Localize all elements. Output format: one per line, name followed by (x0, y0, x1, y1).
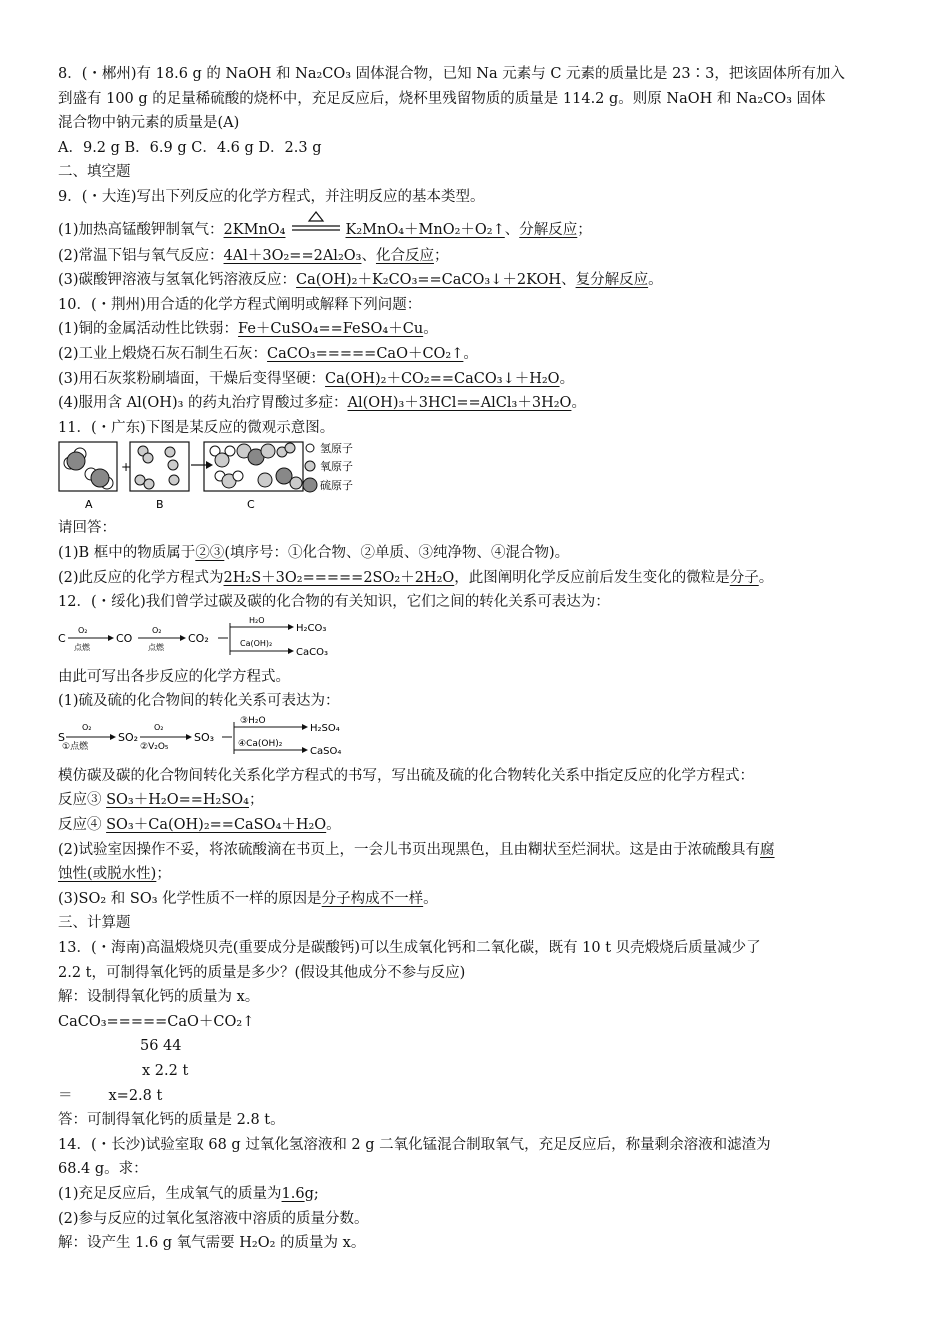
q10-a2-prompt: (2)工业上煅烧石灰石制生石灰： (58, 345, 268, 362)
q14-sub-2: (2)参与反应的过氧化氢溶液中溶质的质量分数。 (58, 1210, 369, 1227)
sulfur-chain-diagram (58, 714, 918, 764)
c-hydrogen-atom (233, 471, 243, 481)
s-step2-label: ②V₂O₅ (140, 741, 169, 752)
q9-a1-reactant: 2KMnO₄ (223, 221, 286, 238)
q9-a3-equation: Ca(OH)₂＋K₂CO₃==CaCO₃↓＋2KOH (296, 272, 562, 289)
q12-stem: 12．(・绥化)我们曾学过碳及碳的化合物的有关知识，它们之间的转化关系可表达为： (58, 594, 610, 611)
q10-a2-end: 。 (463, 345, 478, 362)
q11-a2-prompt: (2)此反应的化学方程式为 (58, 569, 224, 586)
q12-r4-end: 。 (326, 817, 341, 834)
q9-a1-type: 分解反应 (519, 221, 578, 238)
q10-answer-3 (58, 367, 918, 392)
so3-node: SO₃ (194, 730, 215, 744)
c-step4-caoh2: Ca(OH)₂ (240, 638, 273, 648)
heating-triangle-icon (290, 210, 342, 236)
q12-answer-2-line-2 (58, 862, 918, 887)
label-b: B (156, 498, 164, 512)
q9-a3-type: 复分解反应 (575, 272, 649, 289)
q12-r3-end: ； (248, 792, 264, 809)
sulfur-conversion-svg (58, 714, 358, 764)
q11-answer-1 (58, 541, 918, 566)
q10-a4-end: 。 (571, 395, 586, 412)
arrow-head-icon (186, 734, 192, 740)
s-step1-label: ①点燃 (62, 741, 89, 752)
q13-line-1: 13．(・海南)高温煅烧贝壳(重要成分是碳酸钙)可以生成氧化钙和二氧化碳，既有 10 t 贝壳煅烧后质量减少了 (58, 940, 761, 957)
c-node: C (58, 631, 66, 645)
q10-answer-4 (58, 391, 918, 416)
q12-r4-prompt: 反应④ (58, 817, 107, 834)
c-step2-fire: 点燃 (148, 642, 164, 652)
legend-oxygen-label: 氧原子 (320, 460, 353, 474)
arrow-head-icon (108, 635, 114, 641)
q12-a3-prompt: (3)SO₂ 和 SO₃ 化学性质不一样的原因是 (58, 890, 322, 907)
q10-stem: 10．(・荆州)用合适的化学方程式阐明或解释下列问题： (58, 296, 422, 313)
legend-hydrogen-label: 氢原子 (320, 442, 353, 456)
c-sulfur-atom (276, 468, 292, 484)
q9-a3-sep: 、 (561, 272, 576, 289)
arrow-head-icon (110, 734, 116, 740)
c-hydrogen-atom (225, 446, 235, 456)
label-a: A (85, 498, 93, 512)
q10-a2-equation: CaCO₃=====CaO＋CO₂↑ (267, 345, 464, 362)
c-step1-fire: 点燃 (74, 642, 90, 652)
q10-a1-prompt: (1)铜的金属活动性比铁弱： (58, 321, 239, 338)
q11-a2-mid: ，此图阐明化学反应前后发生变化的微粒是 (454, 569, 730, 586)
q9-a2-equation: 4Al＋3O₂==2Al₂O₃ (223, 247, 362, 264)
q12-a2-answer-rest: 蚀性(或脱水性) (58, 866, 157, 883)
c-step1-o2: O₂ (78, 625, 88, 635)
q14-s1-end: g; (304, 1185, 319, 1202)
q12-line-3: (1)硫及硫的化合物间的转化关系可表达为： (58, 693, 340, 710)
q12-line-2: 由此可写出各步反应的化学方程式。 (58, 668, 290, 685)
q12-a3-end: 。 (423, 890, 438, 907)
carbon-conversion-svg (58, 615, 358, 665)
q11-stem: 11．(・广东)下图是某反应的微观示意图。 (58, 419, 335, 436)
plus-sign: + (121, 460, 132, 475)
c-oxygen-atom (290, 477, 302, 489)
document-page (58, 62, 918, 1256)
q11-a2-end: 。 (758, 569, 774, 586)
c-oxygen-atom (258, 473, 272, 487)
b-oxygen-atom (169, 475, 179, 485)
s-step2-o2: O₂ (154, 722, 164, 732)
q10-a1-equation: Fe＋CuSO₄==FeSO₄＋Cu (238, 321, 424, 338)
q13-line-3: 解：设制得氧化钙的质量为 x。 (58, 989, 260, 1006)
q13-equation: CaCO₃=====CaO＋CO₂↑ (58, 1013, 255, 1030)
q8-line-1: 8．(・郴州)有 18.6 g 的 NaOH 和 Na₂CO₃ 固体混合物，已知 Na 元素与 C 元素的质量比是 23∶3，把该固体所有加入 (58, 66, 845, 82)
arrow-head-icon (180, 635, 186, 641)
q9-a2-type: 化合反应 (375, 247, 434, 264)
c-step3-h2o: H₂O (249, 615, 265, 625)
q8-line-2: 到盛有 100 g 的足量稀硫酸的烧杯中，充足反应后，烧杯里残留物质的质量是 114.2 g。则原 NaOH 和 Na₂CO₃ 固体 (58, 90, 826, 107)
s-step3-label: ③H₂O (240, 715, 266, 726)
q9-a3-prompt: (3)碳酸钾溶液与氢氧化钙溶液反应： (58, 272, 297, 289)
arrow-head-icon (288, 624, 294, 630)
section-fill-in: 二、填空题 (58, 164, 131, 181)
q9-a2-end: ； (433, 247, 449, 264)
q12-answer-2-line-1 (58, 838, 918, 863)
q9-stem: 9．(・大连)写出下列反应的化学方程式，并注明反应的基本类型。 (58, 188, 485, 205)
q10-a1-end: 。 (423, 321, 438, 338)
q12-a3-answer: 分子构成不一样 (321, 890, 424, 907)
q9-a2-sep: 、 (361, 247, 376, 264)
q10-answer-2 (58, 342, 918, 367)
q8-options: A．9.2 g B．6.9 g C．4.6 g D．2.3 g (58, 139, 322, 156)
q11-a2-equation: 2H₂S＋3O₂=====2SO₂＋2H₂O (223, 569, 455, 586)
q12-r3-prompt: 反应③ (58, 792, 107, 809)
b-oxygen-atom (144, 479, 154, 489)
q9-a3-end: 。 (648, 272, 663, 289)
so2-node: SO₂ (118, 730, 139, 744)
arrow-head-icon (302, 747, 308, 753)
s-step4-label: ④Ca(OH)₂ (238, 738, 283, 749)
q12-r3-equation: SO₃＋H₂O==H₂SO₄ (106, 792, 249, 809)
q14-s1-prompt: (1)充足反应后，生成氧气的质量为 (58, 1185, 282, 1202)
q14-solution-start: 解：设产生 1.6 g 氧气需要 H₂O₂ 的质量为 x。 (58, 1235, 366, 1252)
q9-answer-2 (58, 244, 918, 269)
q9-a2-prompt: (2)常温下铝与氧气反应： (58, 247, 224, 264)
caso4-node: CaSO₄ (310, 745, 342, 757)
legend-oxygen-icon (305, 461, 315, 471)
s-node: S (58, 730, 65, 744)
q14-line-1: 14．(・长沙)试验室取 68 g 过氧化氢溶液和 2 g 二氧化锰混合制取氧气，充足反应后，称量剩余溶液和滤渣为 (58, 1136, 771, 1153)
q11-micro-diagram (58, 440, 918, 516)
q9-a1-sep: 、 (504, 221, 520, 238)
a-sulfur-atom (91, 469, 109, 487)
q10-a3-end: 。 (559, 370, 575, 387)
reaction-micro-diagram (58, 440, 418, 516)
b-oxygen-atom (165, 447, 175, 457)
q14-s1-answer: 1.6 (281, 1185, 305, 1202)
q11-ask: 请回答： (58, 520, 116, 537)
q12-reaction-4 (58, 813, 918, 838)
s-step1-o2: O₂ (82, 722, 92, 732)
q13-molar-masses: 56 44 (140, 1038, 182, 1055)
q11-a1-hint: (填序号：①化合物、②单质、③纯净物、④混合物)。 (224, 544, 570, 561)
q9-a1-end: ； (577, 221, 592, 238)
section-calculation: 三、计算题 (58, 915, 131, 932)
co-node: CO (116, 631, 133, 645)
q11-a2-answer: 分子 (729, 569, 759, 586)
q14-line-2: 68.4 g。求： (58, 1161, 148, 1178)
q12-r4-equation: SO₃＋Ca(OH)₂==CaSO₄＋H₂O (106, 817, 327, 834)
q9-answer-1 (58, 210, 918, 244)
q12-line-4: 模仿碳及碳的化合物间转化关系化学方程式的书写，写出硫及硫的化合物转化关系中指定反应的化学方程式： (58, 767, 754, 784)
q10-a4-prompt: (4)服用含 Al(OH)₃ 的药丸治疗胃酸过多症： (58, 395, 348, 412)
q13-equals-sign: ＝ (58, 1087, 73, 1104)
c-oxygen-atom (285, 443, 295, 453)
q9-a1-products: K₂MnO₄＋MnO₂＋O₂↑ (345, 221, 505, 238)
h2so4-node: H₂SO₄ (310, 722, 340, 734)
q9-a1-prompt: (1)加热高锰酸钾制氧气： (58, 221, 224, 238)
q12-a2-prompt: (2)试验室因操作不妥，将浓硫酸滴在书页上，一会儿书页出现黑色，且由糊状至烂洞状。这是由于浓硫酸具有 (58, 841, 761, 858)
q11-a1-prompt: (1)B 框中的物质属于 (58, 544, 196, 561)
c-step2-o2: O₂ (152, 625, 162, 635)
a-sulfur-atom (67, 452, 85, 470)
carbon-chain-diagram (58, 615, 918, 665)
caco3-node: CaCO₃ (296, 646, 328, 658)
q10-a3-prompt: (3)用石灰浆粉刷墙面，干燥后变得坚硬： (58, 370, 326, 387)
q14-sub-1 (58, 1182, 918, 1207)
h2co3-node: H₂CO₃ (296, 622, 327, 634)
q10-a4-equation: Al(OH)₃＋3HCl==AlCl₃＋3H₂O (347, 395, 572, 412)
q9-a1-heat-arrow (290, 210, 342, 236)
label-c: C (247, 498, 255, 512)
arrow-head-icon (206, 461, 213, 469)
q10-a3-equation: Ca(OH)₂＋CO₂==CaCO₃↓＋H₂O (325, 370, 560, 387)
co2-node: CO₂ (188, 631, 209, 645)
arrow-head-icon (302, 724, 308, 730)
q13-quantities: x 2.2 t (142, 1063, 189, 1079)
q10-answer-1 (58, 317, 918, 342)
legend-sulfur-label: 硫原子 (320, 479, 353, 493)
q12-a2-answer-start: 腐 (760, 841, 775, 858)
legend-hydrogen-icon (306, 444, 314, 452)
q13-line-2: 2.2 t，可制得氧化钙的质量是多少？(假设其他成分不参与反应) (58, 964, 466, 981)
arrow-head-icon (288, 648, 294, 654)
q12-reaction-3 (58, 788, 918, 813)
b-oxygen-atom (168, 460, 178, 470)
q13-answer: 答：可制得氧化钙的质量是 2.8 t。 (58, 1112, 285, 1129)
b-oxygen-atom (143, 453, 153, 463)
q9-answer-3 (58, 268, 918, 293)
b-oxygen-atom (135, 475, 145, 485)
c-oxygen-atom (261, 444, 275, 458)
legend-sulfur-icon (303, 478, 317, 492)
q13-result: x=2.8 t (108, 1087, 163, 1104)
q12-a2-end: ； (156, 866, 171, 883)
q13-proportion (58, 1084, 918, 1109)
q11-answer-2 (58, 566, 918, 591)
q11-a1-answer: ②③ (195, 544, 225, 561)
q8-line-3: 混合物中钠元素的质量是(A) (58, 115, 240, 132)
q12-answer-3 (58, 887, 918, 912)
